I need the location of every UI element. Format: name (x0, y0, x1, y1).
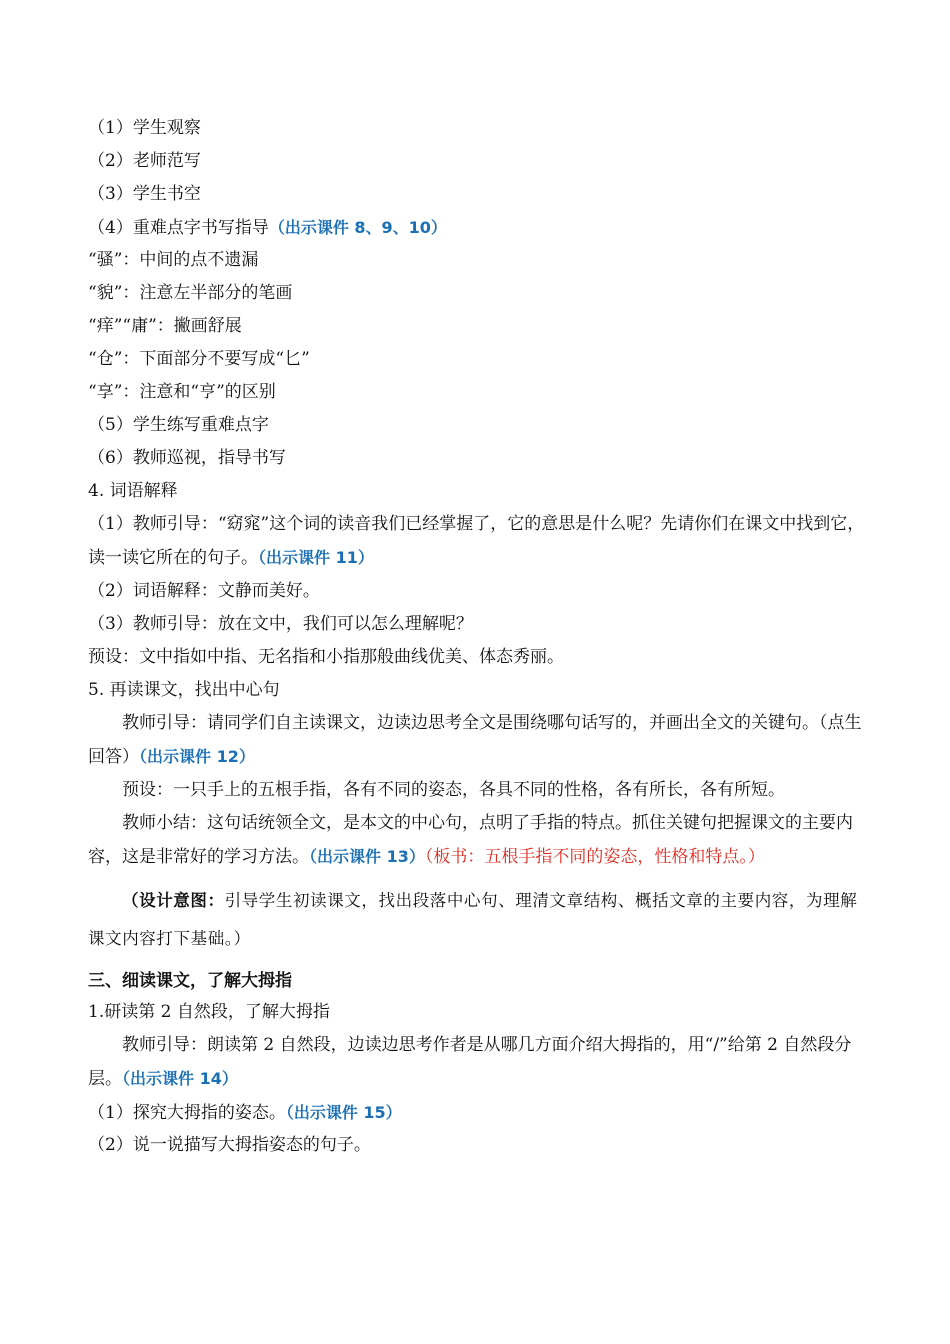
courseware-ref: （出示课件 12） (139, 747, 255, 766)
section-4-preset: 预设：文中指如中指、无名指和小指那般曲线优美、体态秀丽。 (88, 647, 564, 667)
char-note-xiang: “享”：注意和“亨”的区别 (88, 382, 276, 402)
board-writing: （板书：五根手指不同的姿态，性格和特点。） (424, 847, 765, 867)
section-4-para-1-text: （1）教师引导：“窈窕”这个词的读音我们已经掌握了，它的意思是什么呢？先请你们在课文中找到它，读一读它所在的句子。 (88, 514, 865, 568)
section-4-title: 4. 词语解释 (88, 481, 178, 501)
section-5-para-1 (88, 707, 868, 774)
section-5-title: 5. 再读课文，找出中心句 (88, 680, 280, 700)
design-intent-label: （设计意图： (122, 891, 225, 910)
step-demo-writing: （2）老师范写 (88, 151, 201, 171)
design-intent (88, 882, 868, 958)
courseware-ref: （出示课件 8、9、10） (268, 218, 447, 237)
section-5-preset: 预设：一只手上的五根手指，各有不同的姿态，各具不同的性格，各有所长，各有所短。 (122, 780, 785, 800)
section-5-summary (88, 807, 868, 874)
step-key-chars-text: （4）重难点字书写指导 (88, 218, 269, 238)
section-3-para-2 (88, 1096, 868, 1129)
section-3-heading: 三、细读课文，了解大拇指 (88, 971, 292, 991)
section-4-para-2: （2）词语解释：文静而美好。 (88, 581, 320, 601)
design-intent-text: 引导学生初读课文，找出段落中心句、理清文章结构、概括文章的主要内容，为理解课文内容打下基础。） (88, 891, 858, 948)
section-3-para-1 (88, 1029, 868, 1096)
char-note-sao: “骚”：中间的点不遗漏 (88, 250, 259, 270)
section-4-para-3: （3）教师引导：放在文中，我们可以怎么理解呢？ (88, 614, 473, 634)
step-observe: （1）学生观察 (88, 118, 201, 138)
courseware-ref: （出示课件 15） (285, 1103, 402, 1122)
char-note-mao: “貌”：注意左半部分的笔画 (88, 283, 293, 303)
char-note-cang: “仓”：下面部分不要写成“匕” (88, 349, 310, 369)
section-5-para-1-text: 教师引导：请同学们自主读课文，边读边思考全文是围绕哪句话写的，并画出全文的关键句。（点生回答） (88, 713, 862, 767)
section-5-summary-text: 教师小结：这句话统领全文，是本文的中心句，点明了手指的特点。抓住关键句把握课文的主要内容，这是非常好的学习方法。 (88, 813, 853, 867)
courseware-ref: （出示课件 13） (309, 847, 425, 866)
step-guide: （6）教师巡视，指导书写 (88, 448, 286, 468)
section-4-para-1 (88, 508, 868, 575)
document-page (88, 112, 868, 1162)
section-3-sub-1: 1.研读第 2 自然段，了解大拇指 (88, 1002, 330, 1022)
section-3-para-1-text: 教师引导：朗读第 2 自然段，边读边思考作者是从哪几方面介绍大拇指的，用“/”给第 2 自然段分层。 (88, 1035, 852, 1089)
courseware-ref: （出示课件 14） (122, 1069, 238, 1088)
section-3-para-2-text: （1）探究大拇指的姿态。 (88, 1103, 286, 1123)
char-note-yang-yong: “痒”“庸”：撇画舒展 (88, 316, 242, 336)
step-key-chars (88, 211, 868, 244)
courseware-ref: （出示课件 11） (258, 548, 374, 567)
section-3-para-3: （2）说一说描写大拇指姿态的句子。 (88, 1135, 371, 1155)
step-practice: （5）学生练写重难点字 (88, 415, 269, 435)
step-air-writing: （3）学生书空 (88, 184, 201, 204)
